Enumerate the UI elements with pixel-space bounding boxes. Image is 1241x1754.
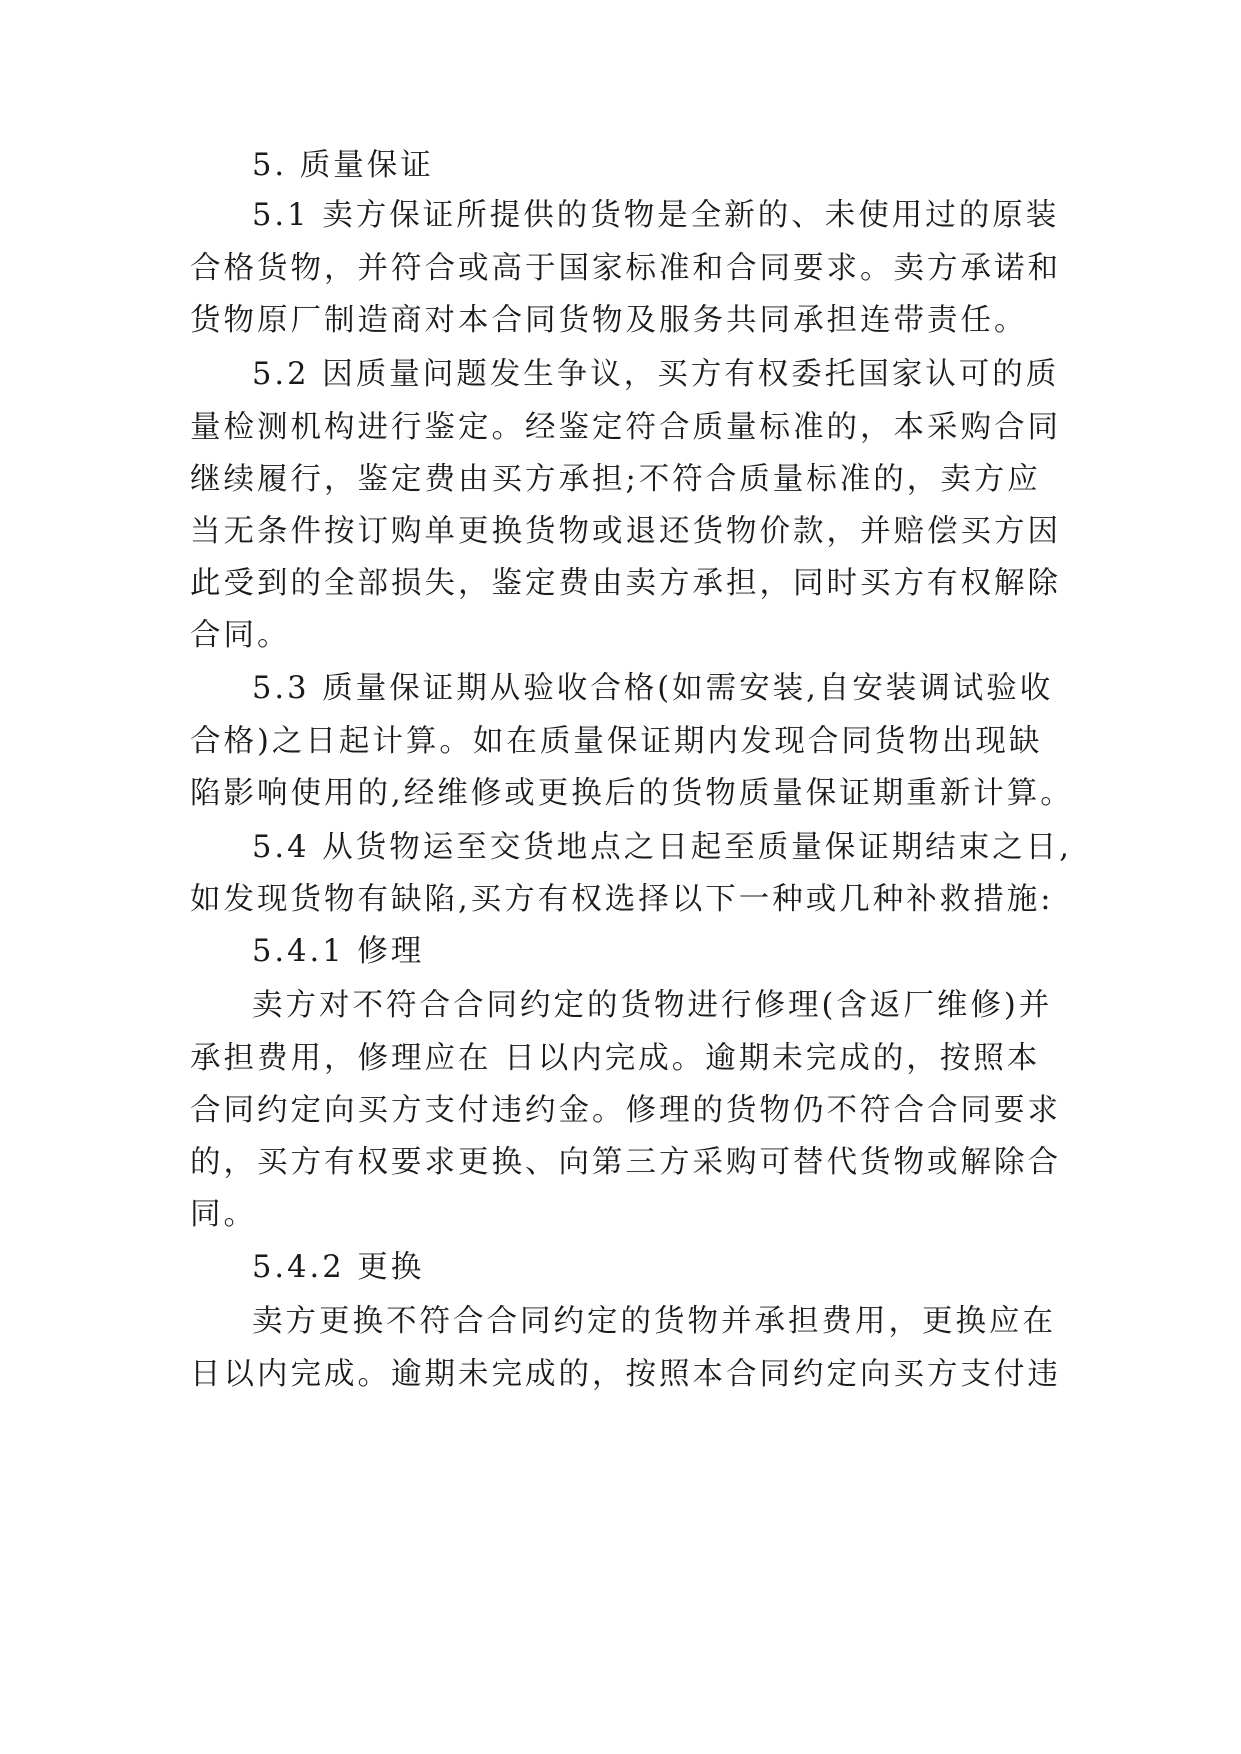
paragraph-line: 卖方更换不符合合同约定的货物并承担费用，更换应在 [252, 1304, 1056, 1339]
paragraph-line: 陷影响使用的,经维修或更换后的货物质量保证期重新计算。 [190, 776, 1074, 811]
paragraph-line: 如发现货物有缺陷,买方有权选择以下一种或几种补救措施: [190, 882, 1054, 917]
paragraph-line: 5.3 质量保证期从验收合格(如需安装,自安装调试验收 [252, 671, 1054, 706]
paragraph-line: 合格)之日起计算。如在质量保证期内发现合同货物出现缺 [190, 724, 1043, 759]
paragraph-line: 合格货物，并符合或高于国家标准和合同要求。卖方承诺和 [190, 251, 1061, 286]
paragraph-line: 当无条件按订购单更换货物或退还货物价款，并赔偿买方因 [190, 514, 1061, 549]
paragraph-line: 量检测机构进行鉴定。经鉴定符合质量标准的，本采购合同 [190, 410, 1061, 445]
paragraph-line: 5.4 从货物运至交货地点之日起至质量保证期结束之日, [252, 830, 1072, 865]
paragraph-line: 合同。 [190, 618, 291, 653]
paragraph-line: 承担费用，修理应在 日以内完成。逾期未完成的，按照本 [190, 1041, 1041, 1076]
paragraph-line: 同。 [190, 1197, 257, 1232]
paragraph-line: 5.1 卖方保证所提供的货物是全新的、未使用过的原装 [252, 198, 1060, 233]
paragraph-line: 货物原厂制造商对本合同货物及服务共同承担连带责任。 [190, 303, 1028, 338]
paragraph-line: 合同约定向买方支付违约金。修理的货物仍不符合合同要求 [190, 1093, 1061, 1128]
subsection-heading-repair: 5.4.1 修理 [252, 934, 425, 969]
paragraph-line: 继续履行，鉴定费由买方承担;不符合质量标准的，卖方应 [190, 462, 1041, 497]
paragraph-line: 日以内完成。逾期未完成的，按照本合同约定向买方支付违 [190, 1357, 1061, 1392]
paragraph-line: 此受到的全部损失，鉴定费由卖方承担，同时买方有权解除 [190, 566, 1061, 601]
section-heading: 5. 质量保证 [252, 148, 434, 183]
paragraph-line: 5.2 因质量问题发生争议，买方有权委托国家认可的质 [252, 357, 1060, 392]
paragraph-line: 卖方对不符合合同约定的货物进行修理(含返厂维修)并 [252, 988, 1053, 1023]
paragraph-line: 的，买方有权要求更换、向第三方采购可替代货物或解除合 [190, 1145, 1061, 1180]
subsection-heading-replace: 5.4.2 更换 [252, 1250, 425, 1285]
